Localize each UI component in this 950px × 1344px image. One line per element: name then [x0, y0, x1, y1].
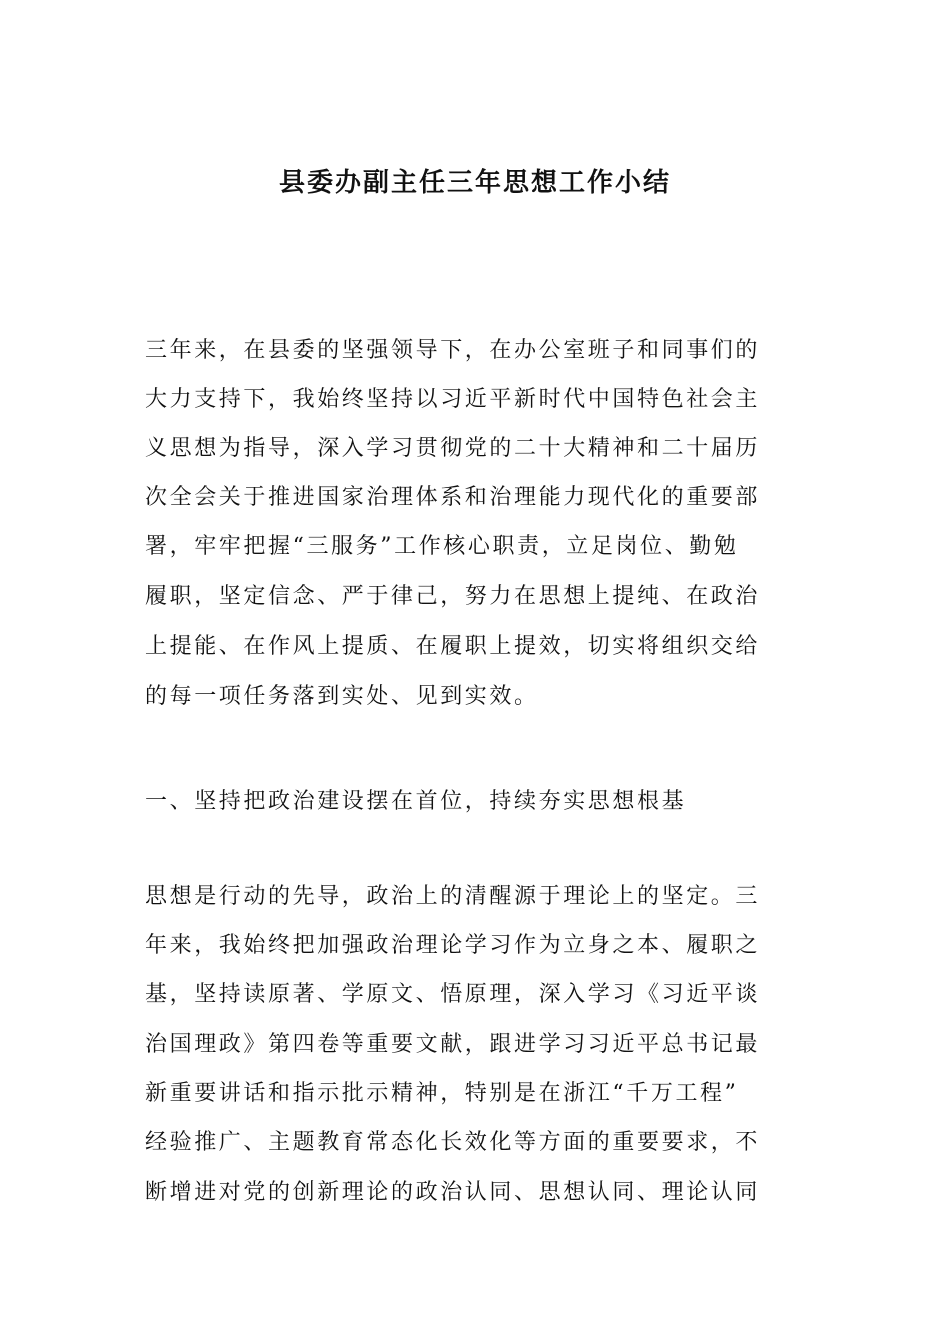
paragraph-line: 新重要讲话和指示批示精神，特别是在浙江“千万工程” [145, 1081, 739, 1106]
paragraph-line: 上提能、在作风上提质、在履职上提效，切实将组织交给 [145, 634, 761, 659]
paragraph-line: 的每一项任务落到实处、见到实效。 [145, 684, 539, 709]
paragraph-line: 署，牢牢把握“三服务”工作核心职责，立足岗位、勤勉 [145, 534, 739, 559]
paragraph-line: 义思想为指导，深入学习贯彻党的二十大精神和二十届历 [145, 436, 761, 461]
paragraph-line: 基，坚持读原著、学原文、悟原理，深入学习《习近平谈 [145, 982, 761, 1007]
section-heading: 一、坚持把政治建设摆在首位，持续夯实思想根基 [145, 789, 687, 814]
paragraph-line: 治国理政》第四卷等重要文献，跟进学习习近平总书记最 [145, 1032, 761, 1057]
paragraph-line: 履职，坚定信念、严于律己，努力在思想上提纯、在政治 [145, 584, 761, 609]
paragraph-line: 断增进对党的创新理论的政治认同、思想认同、理论认同 [145, 1180, 761, 1205]
paragraph-line: 年来，我始终把加强政治理论学习作为立身之本、履职之 [145, 933, 761, 958]
paragraph-line: 思想是行动的先导，政治上的清醒源于理论上的坚定。三 [145, 884, 761, 909]
paragraph-line: 次全会关于推进国家治理体系和治理能力现代化的重要部 [145, 485, 761, 510]
paragraph-line: 经验推广、主题教育常态化长效化等方面的重要要求，不 [145, 1130, 761, 1155]
paragraph-line: 三年来，在县委的坚强领导下，在办公室班子和同事们的 [145, 338, 761, 363]
document-title: 县委办副主任三年思想工作小结 [278, 168, 671, 198]
paragraph-line: 大力支持下，我始终坚持以习近平新时代中国特色社会主 [145, 387, 761, 412]
